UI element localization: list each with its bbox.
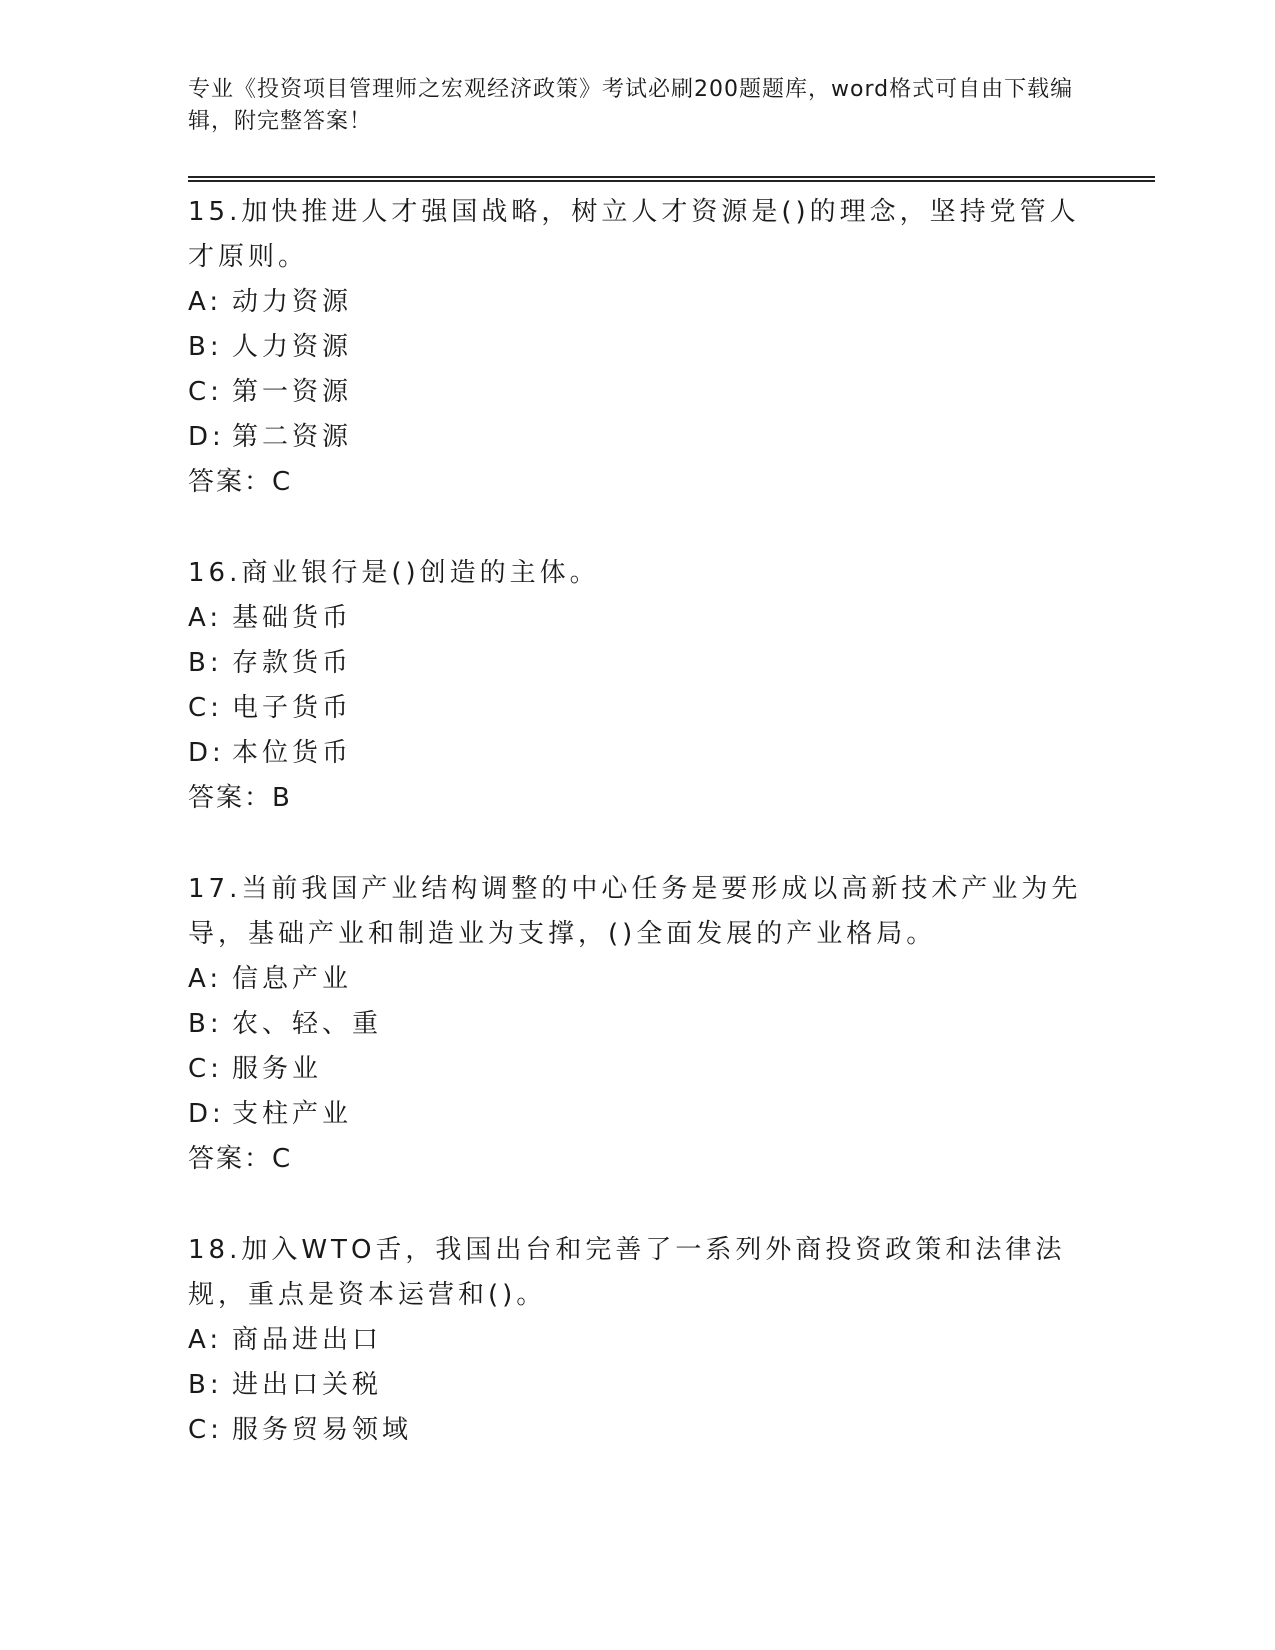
option-d bbox=[188, 415, 1088, 460]
option-text: 基础货币 bbox=[232, 603, 353, 633]
option-b bbox=[188, 1002, 1088, 1047]
question-text: 17.当前我国产业结构调整的中心任务是要形成以高新技术产业为先导，基础产业和制造业为支撑，()全面发展的产业格局。 bbox=[188, 874, 1082, 949]
option-text: 农、轻、重 bbox=[232, 1009, 383, 1039]
option-d bbox=[188, 731, 1088, 776]
option-b bbox=[188, 1363, 1088, 1408]
option-text: 进出口关税 bbox=[232, 1370, 383, 1400]
option-c bbox=[188, 370, 1088, 415]
option-key: A: bbox=[188, 603, 223, 633]
option-c bbox=[188, 1047, 1088, 1092]
option-a bbox=[188, 1318, 1088, 1363]
option-text: 动力资源 bbox=[232, 287, 353, 317]
option-key: B: bbox=[188, 1370, 223, 1400]
option-text: 商品进出口 bbox=[232, 1325, 383, 1355]
option-key: A: bbox=[188, 1325, 223, 1355]
option-text: 服务贸易领域 bbox=[232, 1415, 413, 1445]
option-text: 存款货币 bbox=[232, 648, 353, 678]
header-divider bbox=[188, 176, 1155, 182]
option-key: D: bbox=[188, 422, 225, 452]
option-a bbox=[188, 596, 1088, 641]
answer-line: 答案：B bbox=[188, 783, 292, 813]
option-key: C: bbox=[188, 1054, 223, 1084]
option-text: 电子货币 bbox=[232, 693, 353, 723]
option-a bbox=[188, 280, 1088, 325]
option-b bbox=[188, 325, 1088, 370]
question-text: 15.加快推进人才强国战略，树立人才资源是()的理念，坚持党管人才原则。 bbox=[188, 197, 1080, 272]
option-key: B: bbox=[188, 332, 223, 362]
option-text: 第二资源 bbox=[232, 422, 353, 452]
question-item bbox=[188, 1228, 1088, 1453]
option-text: 人力资源 bbox=[232, 332, 353, 362]
option-key: B: bbox=[188, 1009, 223, 1039]
option-text: 服务业 bbox=[232, 1054, 323, 1084]
answer-line: 答案：C bbox=[188, 467, 293, 497]
option-key: B: bbox=[188, 648, 223, 678]
option-text: 第一资源 bbox=[232, 377, 353, 407]
question-text: 16.商业银行是()创造的主体。 bbox=[188, 558, 600, 588]
option-a bbox=[188, 957, 1088, 1002]
question-item bbox=[188, 551, 1088, 821]
answer-line: 答案：C bbox=[188, 1144, 293, 1174]
option-key: D: bbox=[188, 1099, 225, 1129]
question-item bbox=[188, 867, 1088, 1182]
question-list bbox=[188, 190, 1088, 1499]
option-c bbox=[188, 686, 1088, 731]
option-d bbox=[188, 1092, 1088, 1137]
question-item bbox=[188, 190, 1088, 505]
option-b bbox=[188, 641, 1088, 686]
question-text: 18.加入WTO舌，我国出台和完善了一系列外商投资政策和法律法规，重点是资本运营和()。 bbox=[188, 1235, 1066, 1310]
option-key: C: bbox=[188, 693, 223, 723]
option-key: D: bbox=[188, 738, 225, 768]
option-text: 支柱产业 bbox=[232, 1099, 353, 1129]
option-key: A: bbox=[188, 287, 223, 317]
option-text: 信息产业 bbox=[232, 964, 353, 994]
option-text: 本位货币 bbox=[232, 738, 353, 768]
option-c bbox=[188, 1408, 1088, 1453]
option-key: A: bbox=[188, 964, 223, 994]
option-key: C: bbox=[188, 1415, 223, 1445]
option-key: C: bbox=[188, 377, 223, 407]
document-header: 专业《投资项目管理师之宏观经济政策》考试必刷200题题库，word格式可自由下载编辑，附完整答案！ bbox=[188, 77, 1074, 134]
